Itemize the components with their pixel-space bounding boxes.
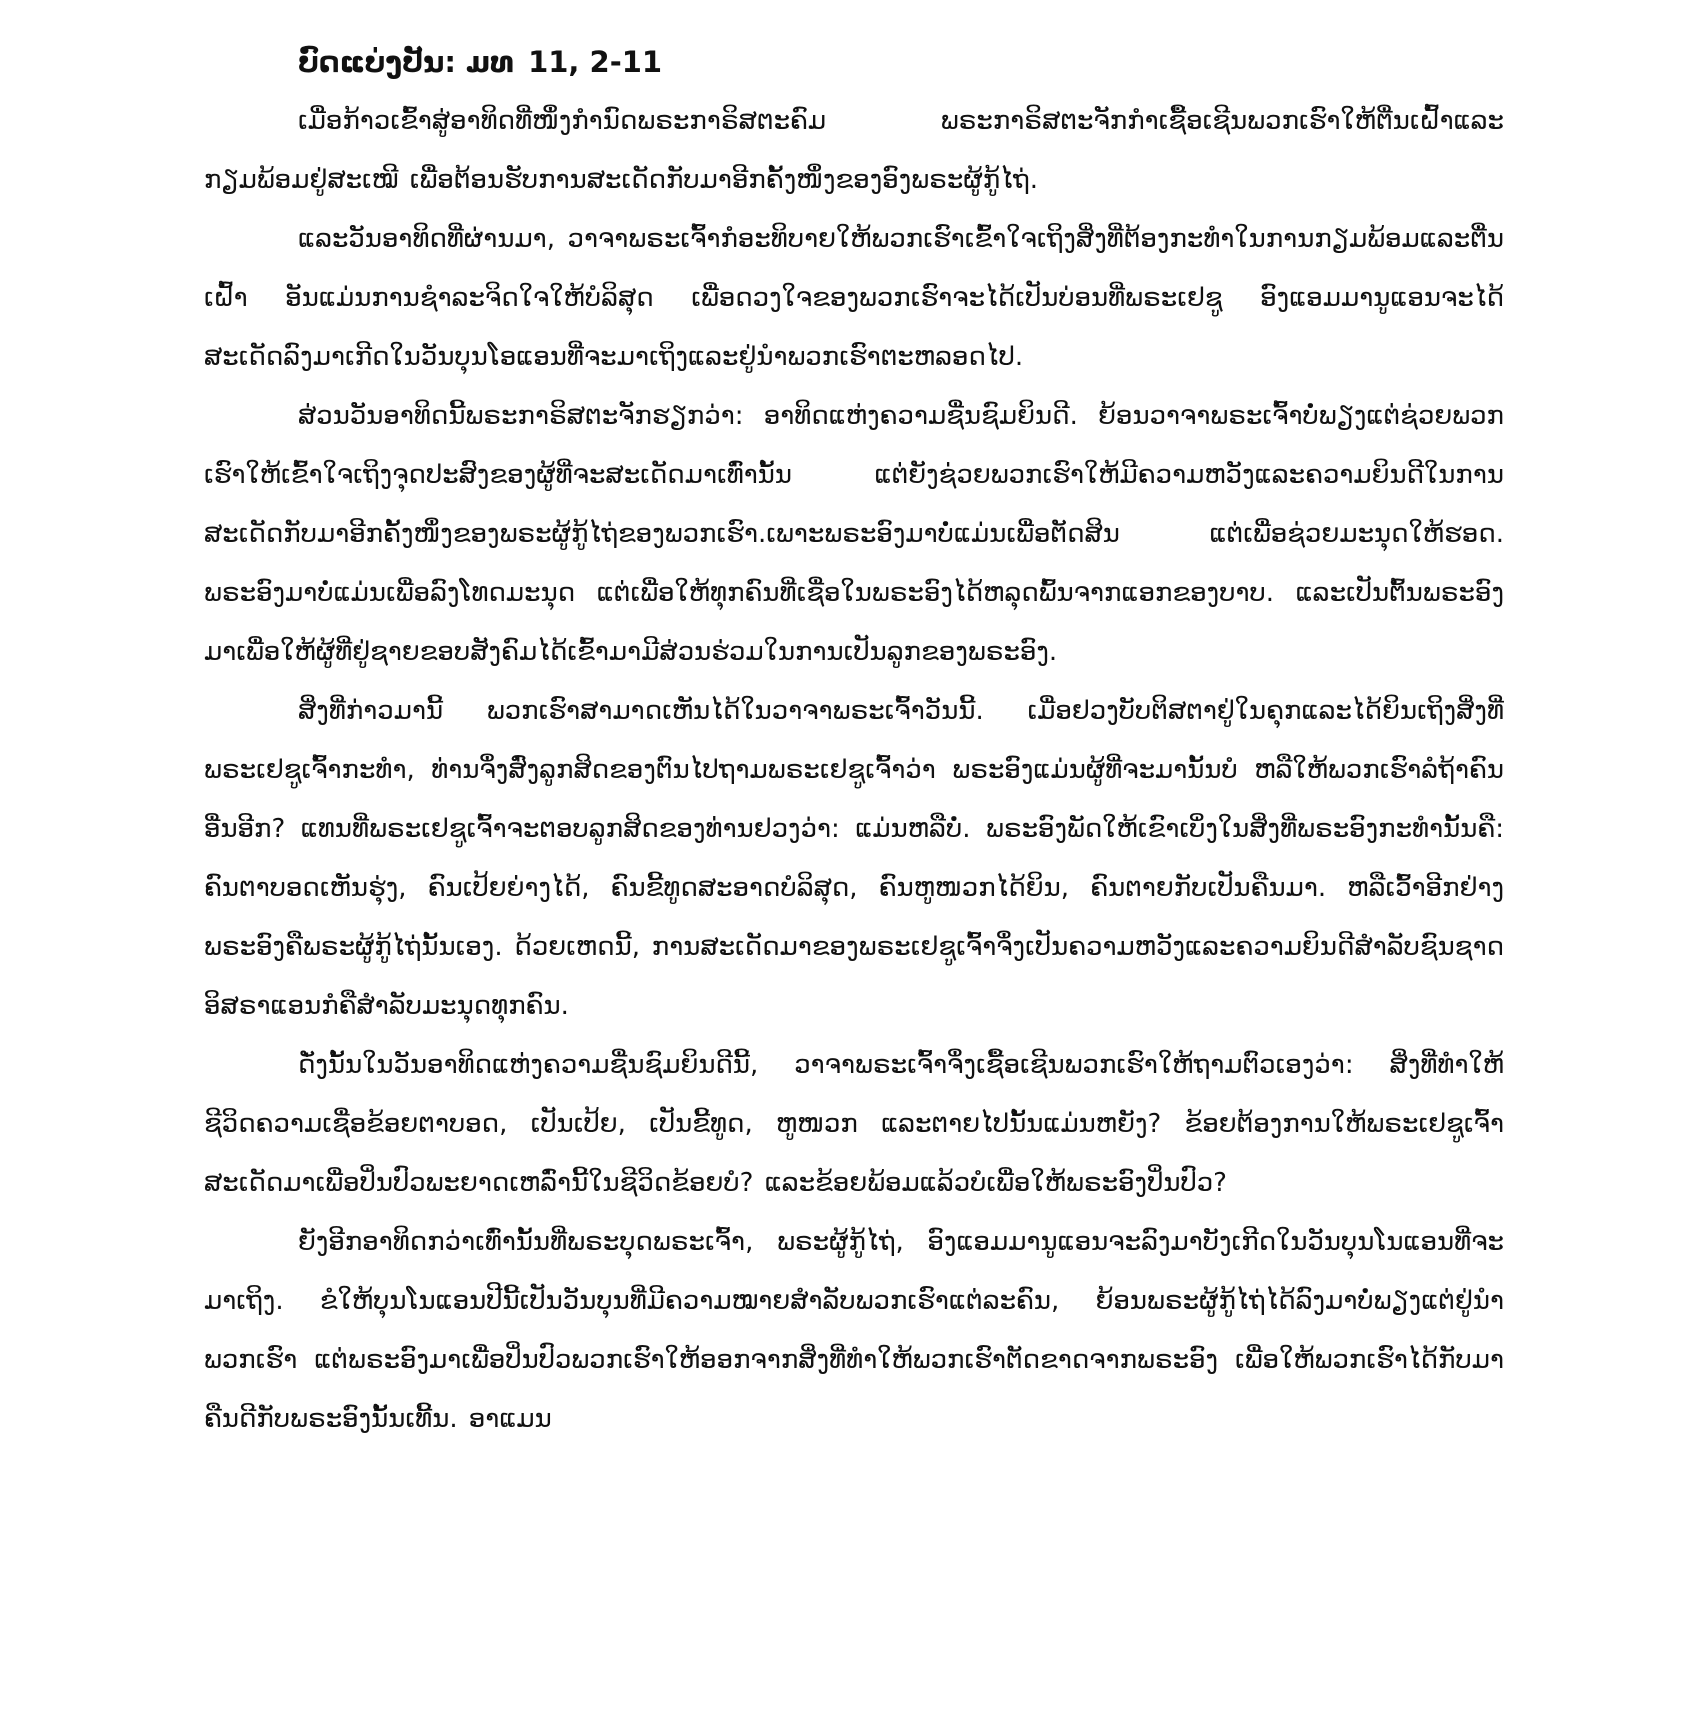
document-title: ບົດແບ່ງປັນ: ມທ (298, 45, 515, 79)
paragraph-3: ສ່ວນວັນອາທິດນີ້ພຣະກາຣິສຕະຈັກຮຽກວ່າ: ອາທິດແຫ່ງຄວາມຊື່ນຊົມຍິນດີ. ຍ້ອນວາຈາພຣະເຈົ້າບໍ່ພຽງແຕ່ຊ່ວຍພວກເຮົາໃຫ້ເຂົ້າໃຈເຖິງຈຸດປະສົງຂອງຜູ້ທີ່ຈະສະເດັດມາເທົ່ານັ້ນ ແຕ່ຍັງຊ່ວຍພວກເຮົາໃຫ້ມີຄວາມຫວັງແລະຄວາມຍິນດີໃນການສະເດັດກັບມາອີກຄັ້ງໜຶ່ງຂອງພຣະຜູ້ກູ້ໄຖ່ຂອງພວກເຮົາ.ເພາະພຣະອົງມາບໍ່ແມ່ນເພື່ອຕັດສິນ ແຕ່ເພື່ອຊ່ວຍມະນຸດໃຫ້ຮອດ. ພຣະອົງມາບໍ່ແມ່ນເພື່ອລົງໂທດມະນຸດ ແຕ່ເພື່ອໃຫ້ທຸກຄົນທີ່ເຊື່ອໃນພຣະອົງໄດ້ຫລຸດພົ້ນຈາກແອກຂອງບາບ. ແລະເປັນຕົ້ນພຣະອົງມາເພື່ອໃຫ້ຜູ້ທີ່ຢູ່ຊາຍຂອບສັງຄົມໄດ້ເຂົ້າມາມີສ່ວນຮ່ວມໃນການເປັນລູກຂອງພຣະອົງ. (204, 401, 1504, 667)
document-heading (298, 38, 1504, 86)
paragraph-1: ເມື່ອກ້າວເຂົ້າສູ່ອາທິດທີ່ໜຶ່ງກຳນົດພຣະກາຣິສຕະຄົມ ພຣະກາຣິສຕະຈັກກຳເຊື້ອເຊີນພວກເຮົາໃຫ້ຕື່ນເຝົ້າແລະກຽມພ້ອມຢູ່ສະເໝີ ເພື່ອຕ້ອນຮັບການສະເດັດກັບມາອີກຄັ້ງໜຶ່ງຂອງອົງພຣະຜູ້ກູ້ໄຖ່. (204, 106, 1504, 195)
scripture-reference: 11, 2-11 (528, 45, 663, 79)
paragraph-6: ຍັງອີກອາທິດກວ່າເທົ່ານັ້ນທີ່ພຣະບຸດພຣະເຈົ້າ, ພຣະຜູ້ກູ້ໄຖ່, ອົງແອມມານູແອນຈະລົງມາບັງເກີດໃນວັນບຸນໂນແອນທີ່ຈະມາເຖິງ. ຂໍໃຫ້ບຸນໂນແອນປີນີ້ເປັນວັນບຸນທີ່ມີຄວາມໝາຍສຳລັບພວກເຮົາແຕ່ລະຄົນ, ຍ້ອນພຣະຜູ້ກູ້ໄຖ່ໄດ້ລົງມາບໍ່ພຽງແຕ່ຢູ່ນຳພວກເຮົາ ແຕ່ພຣະອົງມາເພື່ອປິ່ນປົວພວກເຮົາໃຫ້ອອກຈາກສິ່ງທີ່ທຳໃຫ້ພວກເຮົາຕັດຂາດຈາກພຣະອົງ ເພື່ອໃຫ້ພວກເຮົາໄດ້ກັບມາຄືນດີກັບພຣະອົງນັ້ນເທີ້ນ. ອາແມນ (204, 1227, 1504, 1434)
paragraph-5: ດັ່ງນັ້ນໃນວັນອາທິດແຫ່ງຄວາມຊື່ນຊົມຍິນດີນີ້, ວາຈາພຣະເຈົ້າຈຶ່ງເຊື້ອເຊີນພວກເຮົາໃຫ້ຖາມຕົວເອງວ່າ: ສິ່ງທີ່ທຳໃຫ້ຊີວິດຄວາມເຊື່ອຂ້ອຍຕາບອດ, ເປັນເປ້ຍ, ເປັນຂີ້ທູດ, ຫູໜວກ ແລະຕາຍໄປນັ້ນແມ່ນຫຍັງ? ຂ້ອຍຕ້ອງການໃຫ້ພຣະເຢຊູເຈົ້າສະເດັດມາເພື່ອປິ່ນປົວພະຍາດເຫລົ່ານີ້ໃນຊີວິດຂ້ອຍບໍ? ແລະຂ້ອຍພ້ອມແລ້ວບໍເພື່ອໃຫ້ພຣະອົງປິ່ນປົວ? (204, 1050, 1504, 1198)
paragraph-2: ແລະວັນອາທິດທີ່ຜ່ານມາ, ວາຈາພຣະເຈົ້າກໍອະທິບາຍໃຫ້ພວກເຮົາເຂົ້າໃຈເຖິງສິ່ງທີ່ຕ້ອງກະທຳໃນການກຽມພ້ອມແລະຕື່ນເຝົ້າ ອັນແມ່ນການຊຳລະຈິດໃຈໃຫ້ບໍລິສຸດ ເພື່ອດວງໃຈຂອງພວກເຮົາຈະໄດ້ເປັນບ່ອນທີ່ພຣະເຢຊູ ອົງແອມມານູແອນຈະໄດ້ສະເດັດລົງມາເກີດໃນວັນບຸນໂອແອນທີ່ຈະມາເຖິງແລະຢູ່ນຳພວກເຮົາຕະຫລອດໄປ. (204, 224, 1504, 372)
paragraph-4: ສິ່ງທີ່ກ່າວມານີ້ ພວກເຮົາສາມາດເຫັນໄດ້ໃນວາຈາພຣະເຈົ້າວັນນີ້. ເມື່ອຢວງບັບຕິສຕາຢູ່ໃນຄຸກແລະໄດ້ຍິນເຖິງສິ່ງທີ່ພຣະເຢຊູເຈົ້າກະທຳ, ທ່ານຈຶ່ງສົ່ງລູກສິດຂອງຕົນໄປຖາມພຣະເຢຊູເຈົ້າວ່າ ພຣະອົງແມ່ນຜູ້ທີ່ຈະມານັ້ນບໍ ຫລືໃຫ້ພວກເຮົາລໍຖ້າຄົນອື່ນອີກ? ແທນທີ່ພຣະເຢຊູເຈົ້າຈະຕອບລູກສິດຂອງທ່ານຢວງວ່າ: ແມ່ນຫລືບໍ່. ພຣະອົງພັດໃຫ້ເຂົາເບິ່ງໃນສິ່ງທີ່ພຣະອົງກະທຳນັ້ນຄື: ຄົນຕາບອດເຫັນຮຸ່ງ, ຄົນເປ້ຍຍ່າງໄດ້, ຄົນຂີ້ທູດສະອາດບໍລິສຸດ, ຄົນຫູໜວກໄດ້ຍິນ, ຄົນຕາຍກັບເປັນຄືນມາ. ຫລືເວົ້າອີກຢ່າງພຣະອົງຄືພຣະຜູ້ກູ້ໄຖ່ນັ້ນເອງ. ດ້ວຍເຫດນີ້, ການສະເດັດມາຂອງພຣະເຢຊູເຈົ້າຈຶ່ງເປັນຄວາມຫວັງແລະຄວາມຍິນດີສຳລັບຊົນຊາດອິສຣາແອນກໍຄືສຳລັບມະນຸດທຸກຄົນ. (204, 696, 1504, 1021)
document-page (204, 38, 1504, 1449)
